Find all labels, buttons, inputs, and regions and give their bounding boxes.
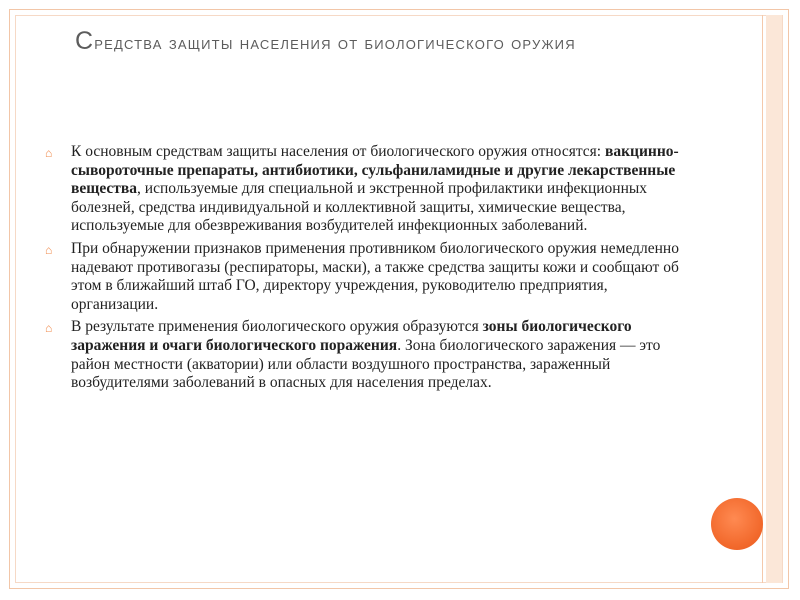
- bullet-icon: ⌂: [45, 242, 53, 257]
- text-segment: При обнаружении признаков применения противником биологического оружия немедленно надевают противогазы (респираторы, маски), а также средства защиты кожи и сообщают об этом в ближайший штаб ГО, директору учреждения, руководителю предприятия, организации.: [71, 239, 679, 313]
- bold-text-segment: вакцинно-сывороточные препараты, антибиотики, сульфаниламидные и другие лекарственные вещества: [71, 143, 679, 198]
- orange-circle-decoration: [711, 498, 763, 550]
- text-segment: . Зона биологического заражения — это район местности (акватории) или области воздушного пространства, зараженный возбудителями заболеваний в опасных для населения пределах.: [71, 336, 661, 392]
- right-decor-band: [766, 15, 782, 583]
- slide-title: [75, 28, 745, 57]
- bullet-item-2: [45, 240, 690, 314]
- bullet-list: [45, 143, 690, 397]
- bullet-icon: ⌂: [45, 146, 53, 160]
- right-decor-rule: [762, 15, 763, 583]
- bullet-icon: ⌂: [45, 321, 53, 336]
- title-first-letter: С: [75, 27, 95, 55]
- text-segment: , используемые для специальной и экстренной профилактики инфекционных болезней, средства индивидуальной и коллективной защиты, химические вещества, используемые для обезвреживания возбудителей инфекционных заболеваний.: [71, 180, 648, 235]
- title-rest: редства защиты населения от биологического оружия: [94, 33, 576, 53]
- bullet-item-3: [45, 318, 690, 392]
- bullet-item-1: [45, 143, 690, 236]
- text-segment: В результате применения биологического оружия образуются: [71, 318, 483, 336]
- bold-text-segment: зоны биологического заражения и очаги биологического поражения: [71, 318, 632, 354]
- text-segment: К основным средствам защиты населения от биологического оружия относятся:: [71, 143, 605, 160]
